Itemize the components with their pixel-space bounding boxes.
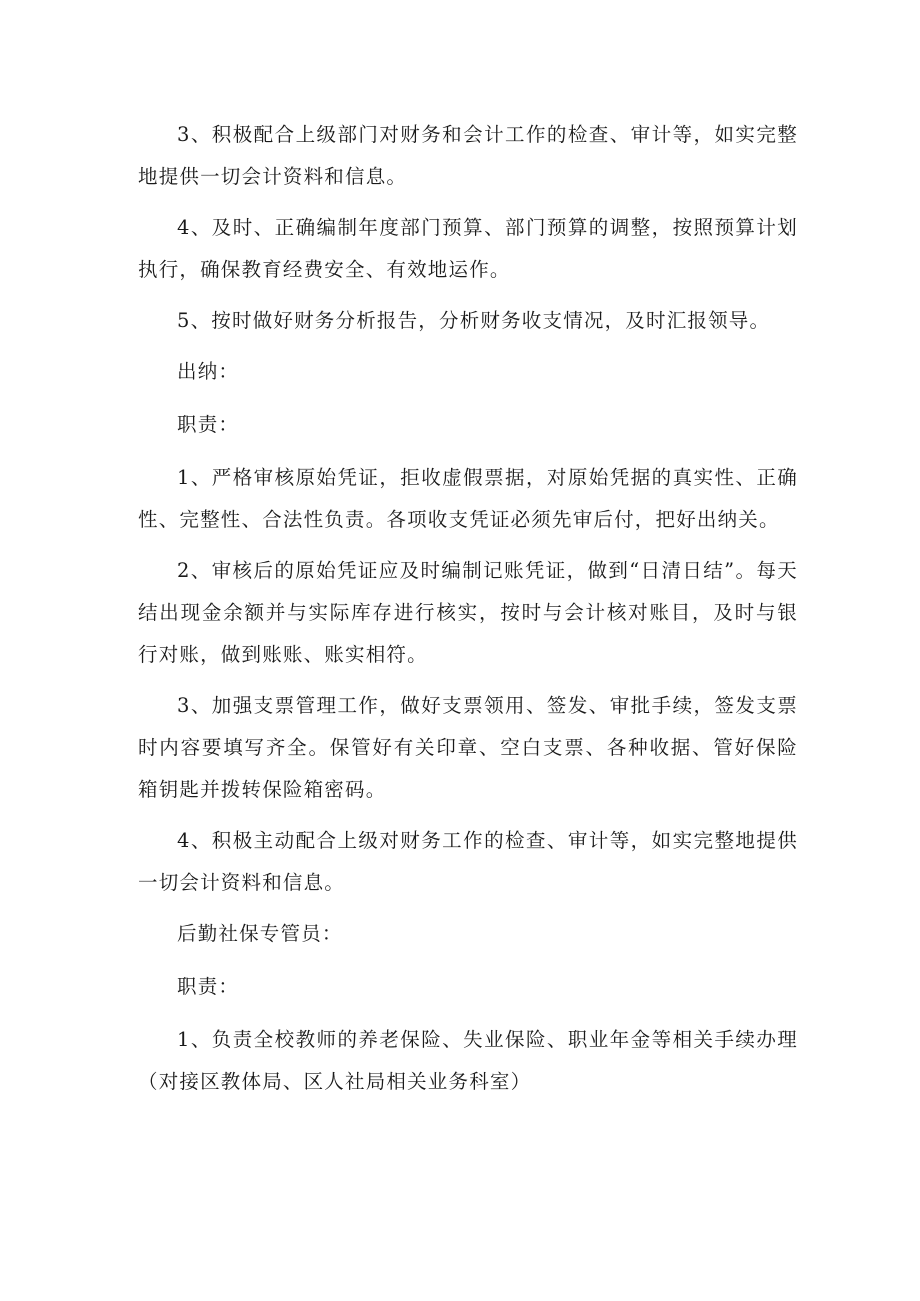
section-heading-social-security: 后勤社保专管员： bbox=[177, 922, 343, 945]
section-subheading-duties-2: 职责： bbox=[177, 975, 240, 998]
paragraph-cashier-duty-4: 4、积极主动配合上级对财务工作的检查、审计等，如实完整地提供一切会计资料和信息。 bbox=[138, 829, 798, 894]
paragraph-accounting-duty-3: 3、积极配合上级部门对财务和会计工作的检查、审计等，如实完整地提供一切会计资料和信息。 bbox=[138, 123, 798, 188]
paragraph-cashier-duty-1: 1、严格审核原始凭证，拒收虚假票据，对原始凭据的真实性、正确性、完整性、合法性负责。各项收支凭证必须先审后付，把好出纳关。 bbox=[138, 466, 798, 531]
section-subheading-duties: 职责： bbox=[177, 413, 240, 436]
paragraph-cashier-duty-3: 3、加强支票管理工作，做好支票领用、签发、审批手续，签发支票时内容要填写齐全。保管好有关印章、空白支票、各种收据、管好保险箱钥匙并拨转保险箱密码。 bbox=[138, 694, 798, 801]
paragraph-accounting-duty-5: 5、按时做好财务分析报告，分析财务收支情况，及时汇报领导。 bbox=[177, 309, 771, 332]
section-heading-cashier: 出纳： bbox=[177, 360, 240, 383]
paragraph-social-security-duty-1: 1、负责全校教师的养老保险、失业保险、职业年金等相关手续办理（对接区教体局、区人社局相关业务科室） bbox=[138, 1028, 798, 1093]
document-body bbox=[138, 114, 798, 1112]
paragraph-cashier-duty-2: 2、审核后的原始凭证应及时编制记账凭证，做到“日清日结”。每天结出现金余额并与实际库存进行核实，按时与会计核对账目，及时与银行对账，做到账账、账实相符。 bbox=[138, 559, 798, 666]
paragraph-accounting-duty-4: 4、及时、正确编制年度部门预算、部门预算的调整，按照预算计划执行，确保教育经费安全、有效地运作。 bbox=[138, 216, 798, 281]
